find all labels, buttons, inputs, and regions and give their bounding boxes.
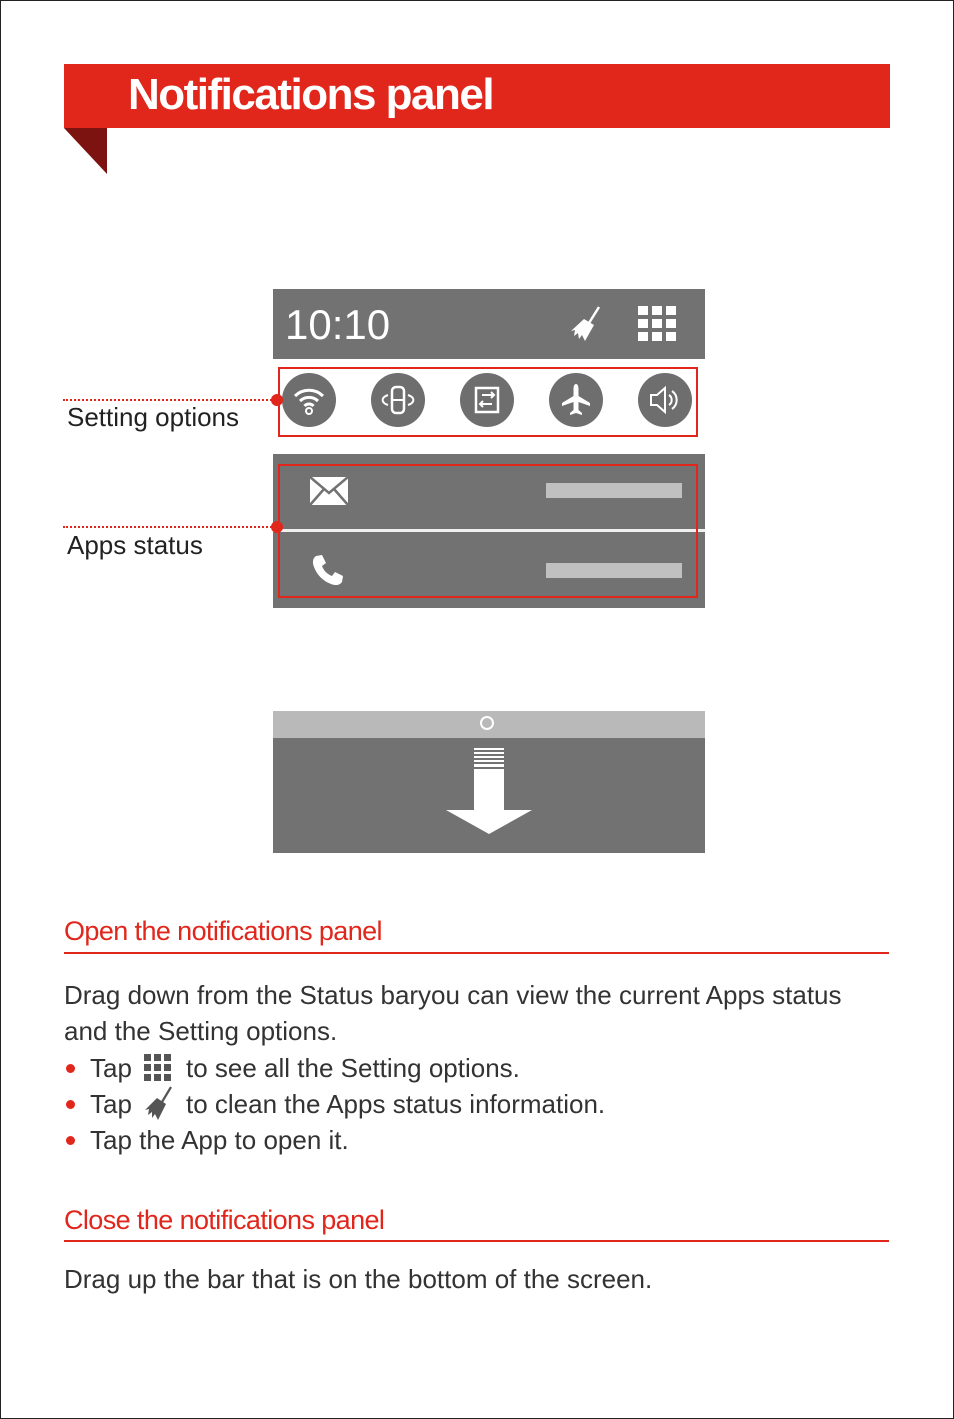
callout-setting-options: Setting options <box>67 402 240 432</box>
broom-icon <box>144 1086 174 1122</box>
banner-fold <box>64 128 107 174</box>
arrow-down-icon <box>445 748 533 836</box>
bullet-text: Tap the App to open it. <box>90 1125 349 1155</box>
close-desc: Drag up the bar that is on the bottom of the screen. <box>64 1264 653 1294</box>
bullet-text: to clean the Apps status information. <box>186 1089 606 1119</box>
settings-highlight-box <box>278 367 698 437</box>
section-rule <box>64 952 889 954</box>
title-banner <box>64 64 890 128</box>
open-desc-line1: Drag down from the Status baryou can view the current Apps status <box>64 980 842 1010</box>
bullet-text: Tap <box>90 1053 132 1083</box>
bullet-text: to see all the Setting options. <box>186 1053 520 1083</box>
broom-icon[interactable] <box>569 305 603 343</box>
callout-apps-status: Apps status <box>67 530 203 560</box>
callout-dot <box>271 521 283 533</box>
bullet-item <box>64 1050 664 1086</box>
drag-bar[interactable] <box>273 711 705 738</box>
drag-handle-icon <box>480 716 494 730</box>
apps-highlight-box <box>278 464 698 598</box>
page-title: Notifications panel <box>128 70 494 119</box>
open-desc-line2: and the Setting options. <box>64 1016 338 1046</box>
open-section-heading: Open the notifications panel <box>64 916 382 946</box>
grid-icon[interactable] <box>637 305 677 343</box>
callout-line <box>63 399 275 401</box>
bullet-dot <box>66 1136 75 1145</box>
bullet-item <box>64 1122 564 1158</box>
bullet-dot <box>66 1064 75 1073</box>
bullet-dot <box>66 1100 75 1109</box>
status-bar <box>273 289 705 359</box>
drag-area <box>273 738 705 853</box>
section-rule <box>64 1240 889 1242</box>
clock: 10:10 <box>285 301 391 348</box>
bullet-text: Tap <box>90 1089 132 1119</box>
grid-icon <box>144 1054 172 1082</box>
callout-dot <box>271 394 283 406</box>
close-section-heading: Close the notifications panel <box>64 1205 385 1235</box>
bullet-item <box>64 1086 764 1122</box>
callout-line <box>63 526 275 528</box>
